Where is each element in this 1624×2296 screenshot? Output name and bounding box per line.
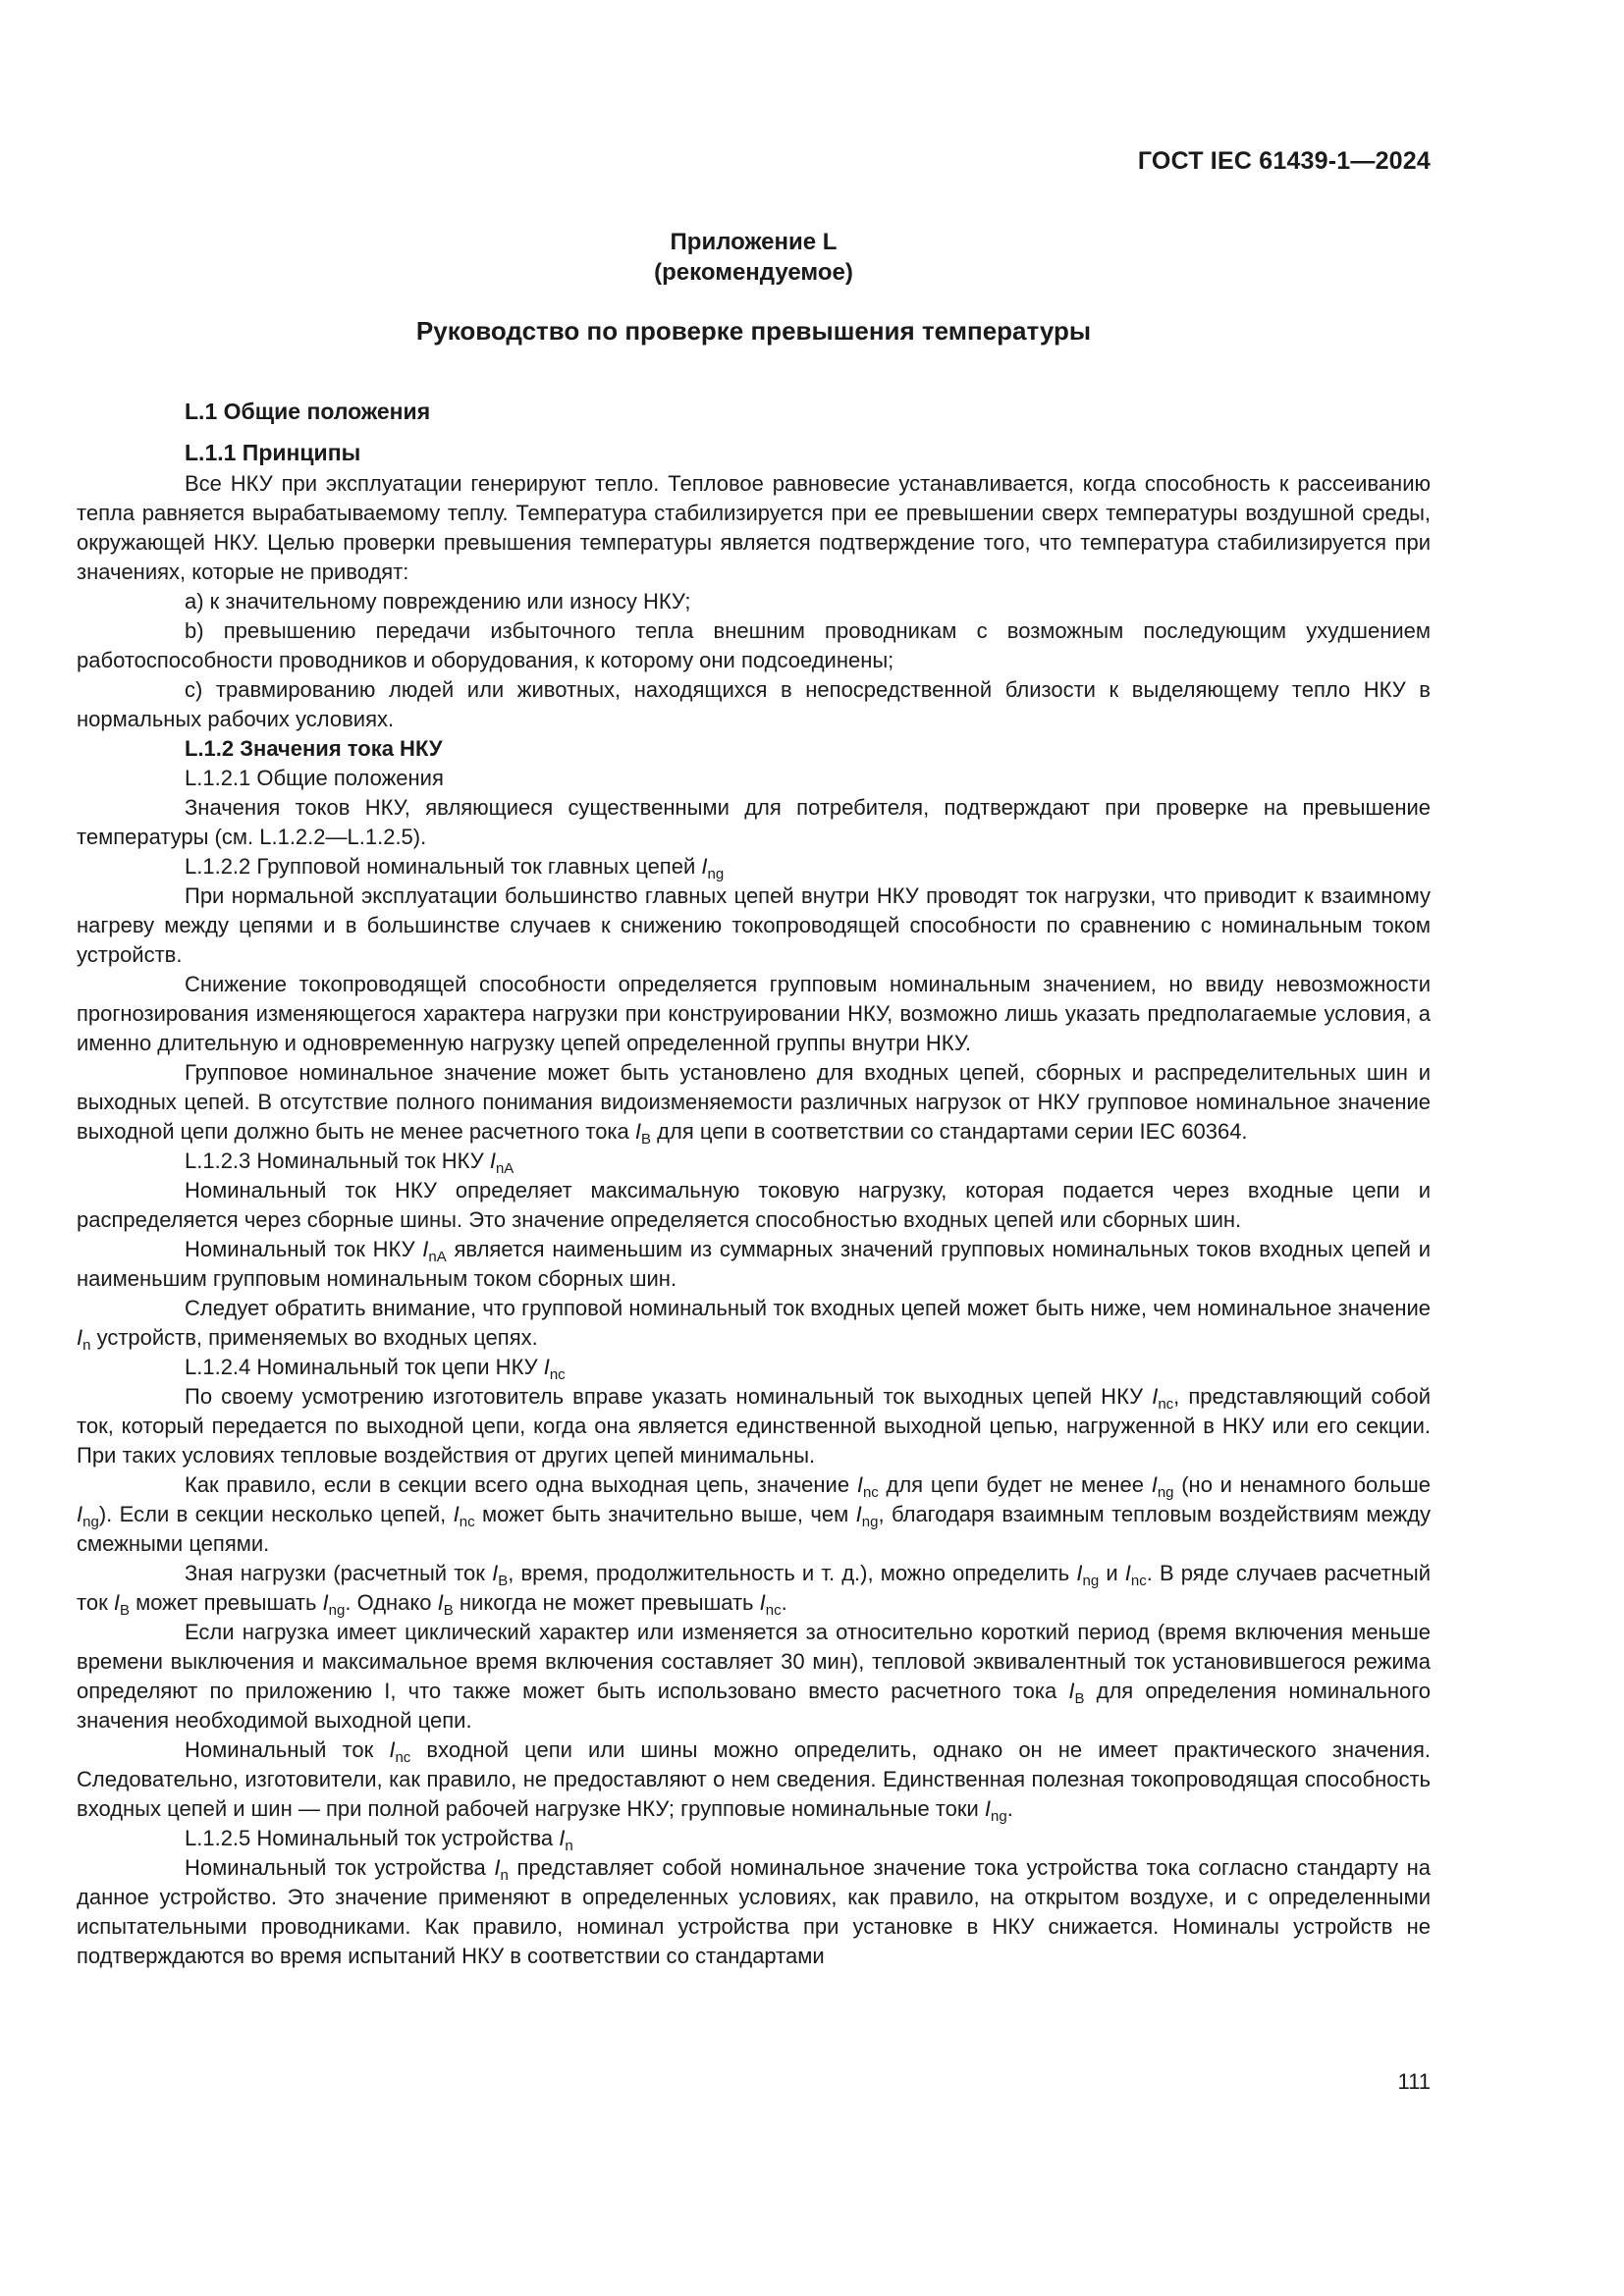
section-heading: L.1.2 Значения тока НКУ [185, 736, 443, 761]
current-symbol: $I_n$ [77, 1325, 91, 1354]
paragraph: Номинальный ток НКУ определяет максимальную токовую нагрузку, которая подается через входные цепи и распределяется через сборные шины. Это значение определяется способностью входных цепей или сборных шин. [77, 1178, 1431, 1232]
current-symbol: $I_{nc}$ [453, 1502, 475, 1530]
current-symbol: $I_{nA}$ [422, 1237, 447, 1265]
paragraph: Снижение токопроводящей способности определяется групповым номинальным значением, но ввиду невозможности прогнозирования изменяющегося характера нагрузки при конструировании НКУ, возможно лишь указать предполагаемые условия, а именно длительную и одновременную нагрузку цепей определенной группы внутри НКУ. [77, 972, 1431, 1055]
current-symbol: $I_B$ [634, 1119, 652, 1148]
current-symbol: $I_{nc}$ [1152, 1384, 1174, 1413]
annex-heading [77, 227, 1431, 288]
paragraph: По своему усмотрению изготовитель вправе указать номинальный ток выходных цепей НКУ $I_{nc}$, представляющий собой ток, который передается по выходной цепи, когда она является единственной выходной цепью, нагруженной в НКУ или его секции. При таких условиях тепловые воздействия от других цепей минимальны. [77, 1384, 1431, 1468]
paragraph: L.1.2.3 Номинальный ток НКУ $I_{nA}$ [185, 1148, 514, 1177]
current-symbol: $I_{ng}$ [322, 1590, 346, 1619]
current-symbol: $I_{nc}$ [856, 1472, 879, 1501]
paragraph: L.1.2.4 Номинальный ток цепи НКУ $I_{nc}$ [185, 1355, 566, 1383]
paragraph: L.1.2.1 Общие положения [185, 766, 444, 790]
paragraph: Все НКУ при эксплуатации генерируют тепло. Тепловое равновесие устанавливается, когда способность к рассеиванию тепла равняется вырабатываемому теплу. Температура стабилизируется при ее превышении сверх температуры воздушной среды, окружающей НКУ. Целью проверки превышения температуры является подтверждение того, что температура стабилизируется при значениях, которые не приводят: [77, 471, 1431, 584]
current-symbol: $I_{nc}$ [389, 1737, 411, 1766]
paragraph: Если нагрузка имеет циклический характер или изменяется за относительно короткий период (время включения меньше времени выключения и максимальное время включения составляет 30 мин), тепловой эквивалентный ток установившегося режима определяют по приложению I, что также может быть использовано вместо расчетного тока $I_B$ для определения номинального значения необходимой выходной цепи. [77, 1620, 1432, 1733]
paragraph: Номинальный ток устройства $I_n$ представляет собой номинальное значение тока устройства тока согласно стандарту на данное устройство. Это значение применяют в определенных условиях, как правило, на открытом воздухе, и с определенными испытательными проводниками. Как правило, номинал устройства при установке в НКУ снижается. Номиналы устройств не подтверждаются во время испытаний НКУ в соответствии со стандартами [77, 1855, 1431, 1968]
section-heading: L.1.1 Принципы [185, 440, 361, 465]
current-symbol: $I_{ng}$ [1151, 1472, 1174, 1501]
paragraph: Как правило, если в секции всего одна выходная цепь, значение $I_{nc}$ для цепи будет не менее $I_{ng}$ (но и ненамного больше $I_{ng}$). Если в секции несколько цепей, $I_{nc}$ может быть значительно выше, чем $I_{ng}$, благодаря взаимным тепловым воздействиям между смежными цепями. [77, 1472, 1431, 1556]
current-symbol: $I_B$ [113, 1590, 130, 1619]
current-symbol: $I_n$ [494, 1855, 509, 1884]
paragraph: L.1.2.2 Групповой номинальный ток главных цепей $I_{ng}$ [185, 854, 725, 882]
current-symbol: $I_{ng}$ [855, 1502, 879, 1530]
current-symbol: $I_{nc}$ [1124, 1561, 1147, 1589]
current-symbol: $I_{ng}$ [77, 1502, 99, 1530]
annex-title: Руководство по проверке превышения температуры [415, 316, 1092, 346]
paragraph: Номинальный ток $I_{nc}$ входной цепи или шины можно определить, однако он не имеет практического значения. Следовательно, изготовители, как правило, не предоставляют о нем сведения. Единственная полезная токопроводящая способность входных цепей и шин — при полной рабочей нагрузке НКУ; групповые номинальные токи $I_{ng}$. [77, 1737, 1431, 1825]
paragraph: Номинальный ток НКУ $I_{nA}$ является наименьшим из суммарных значений групповых номинальных токов входных цепей и наименьшим групповым номинальным током сборных шин. [77, 1237, 1431, 1291]
paragraph: b) превышению передачи избыточного тепла внешним проводникам с возможным последующим ухудшением работоспособности проводников и оборудования, к которому они подсоединены; [77, 618, 1431, 672]
document-body [77, 397, 1431, 1971]
page-number: 111 [1397, 2069, 1431, 2094]
paragraph: Следует обратить внимание, что групповой номинальный ток входных цепей может быть ниже, чем номинальное значение $I_n$ устройств, применяемых во входных цепях. [77, 1296, 1431, 1354]
paragraph: a) к значительному повреждению или износу НКУ; [185, 589, 691, 614]
current-symbol: $I_B$ [492, 1561, 509, 1589]
section-heading: L.1 Общие положения [185, 399, 431, 424]
current-symbol: $I_{ng}$ [701, 854, 725, 882]
paragraph: L.1.2.5 Номинальный ток устройства $I_n$ [185, 1826, 573, 1854]
current-symbol: $I_B$ [437, 1590, 454, 1619]
paragraph: c) травмированию людей или животных, находящихся в непосредственной близости к выделяющему тепло НКУ в нормальных рабочих условиях. [77, 677, 1431, 731]
current-symbol: $I_B$ [1068, 1679, 1085, 1707]
paragraph: Зная нагрузки (расчетный ток $I_B$, время, продолжительность и т. д.), можно определить $I_{ng}$ и $I_{nc}$. В ряде случаев расчетный ток $I_B$ может превышать $I_{ng}$. Однако $I_B$ никогда не может превышать $I_{nc}$. [77, 1561, 1431, 1619]
current-symbol: $I_{nc}$ [543, 1355, 566, 1383]
standard-designation: ГОСТ IEC 61439-1—2024 [1137, 147, 1431, 175]
annex-status: (рекомендуемое) [654, 259, 853, 286]
annex-label: Приложение L [670, 229, 838, 255]
paragraph: Групповое номинальное значение может быть установлено для входных цепей, сборных и распределительных шин и выходных цепей. В отсутствие полного понимания видоизменяемости различных нагрузок от НКУ групповое номинальное значение выходной цепи должно быть не менее расчетного тока $I_B$ для цепи в соответствии со стандартами серии IEC 60364. [77, 1060, 1431, 1148]
current-symbol: $I_{nA}$ [489, 1148, 514, 1177]
current-symbol: $I_{nc}$ [759, 1590, 782, 1619]
current-symbol: $I_{ng}$ [984, 1796, 1007, 1825]
current-symbol: $I_{ng}$ [1076, 1561, 1100, 1589]
current-symbol: $I_n$ [559, 1826, 573, 1854]
paragraph: Значения токов НКУ, являющиеся существенными для потребителя, подтверждают при проверке на превышение температуры (см. L.1.2.2—L.1.2.5). [77, 795, 1431, 849]
paragraph: При нормальной эксплуатации большинство главных цепей внутри НКУ проводят ток нагрузки, что приводит к взаимному нагреву между цепями и в большинстве случаев к снижению токопроводящей способности по сравнению с номинальным током устройств. [77, 883, 1431, 967]
